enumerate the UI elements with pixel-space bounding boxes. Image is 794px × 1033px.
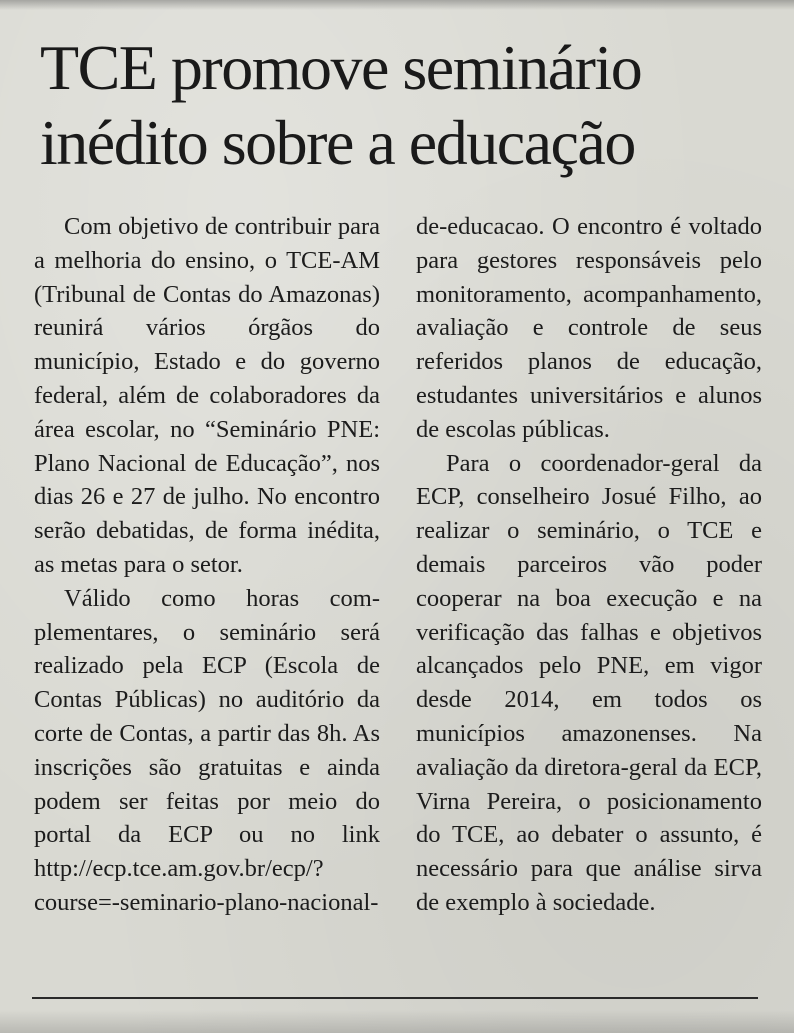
article-body [34,210,762,980]
paragraph-3: Para o coordenador-geral da ECP, conselheiro Josué Filho, ao realizar o seminário, o TCE e demais parceiros vão poder cooperar na boa execução e na verificação das falhas e objetivos alcançados pelo PNE, em vigor desde 2014, em todos os municípios amazonenses. Na avaliação da diretora-geral da ECP, Virna Pereira, o posicionamento do TCE, ao debater o assunto, é necessário para que análise sirva de exemplo à sociedade. [416,449,762,916]
article-headline: TCE promove seminário inédito sobre a educação [40,32,642,178]
article-column-right [416,210,762,980]
bottom-print-bleed [0,1010,794,1033]
paragraph-1: Com objetivo de contribuir para a melhoria do ensino, o TCE-AM (Tribunal de Contas do Amazonas) reunirá vários órgãos do município, Estado e do governo federal, além de colaboradores da área escolar, no “Seminário PNE: Plano Nacional de Educação”, nos dias 26 e 27 de julho. No encontro serão debatidas, de forma inédita, as metas para o setor. [34,213,380,578]
bottom-divider-rule [32,997,758,999]
article-column-left [34,210,380,980]
top-print-bleed [0,0,794,10]
paragraph-2-continued: de-educacao. O encontro é voltado para gestores responsáveis pelo monitoramento, acompanhamento, avaliação e controle de seus referidos planos de educação, estudantes universitários e alunos de escolas públicas. [416,213,762,443]
paragraph-2: Válido como horas complementares, o seminário será realizado pela ECP (Escola de Contas Públicas) no auditório da corte de Contas, a partir das 8h. As inscrições são gratuitas e ainda podem ser feitas por meio do portal da ECP ou no link http://ecp.​tce.am.gov.br/ecp/?course=-​seminario-plano-nacional- [34,584,380,916]
